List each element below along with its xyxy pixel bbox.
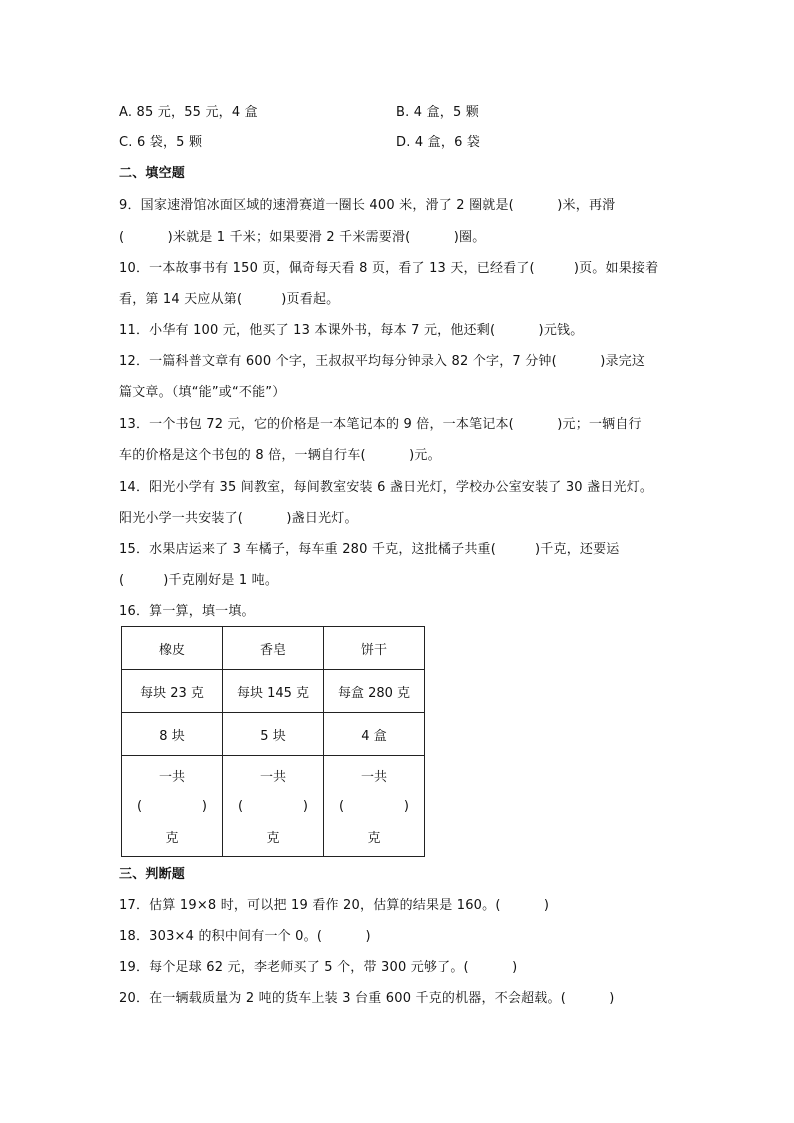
total-label: 一共 <box>360 770 387 785</box>
table-cell-total <box>122 756 223 857</box>
paren-close: ) <box>302 798 308 814</box>
table-cell-total <box>223 756 324 857</box>
question-15-line-1: 15．水果店运来了 3 车橘子，每车重 280 千克，这批橘子共重( )千克，还要运 <box>119 542 620 557</box>
question-13-line-2: 车的价格是这个书包的 8 倍，一辆自行车( )元。 <box>119 448 441 463</box>
question-10-line-2: 看，第 14 天应从第( )页看起。 <box>119 292 340 307</box>
table-cell-quantity: 8 块 <box>122 713 223 756</box>
answer-blank[interactable] <box>339 799 409 814</box>
question-11: 11．小华有 100 元，他买了 13 本课外书，每本 7 元，他还剩( )元钱。 <box>119 323 584 338</box>
choice-d: D. 4 盒，6 袋 <box>396 135 481 150</box>
table-cell-unit-weight: 每块 145 克 <box>223 670 324 713</box>
table-cell-quantity: 4 盒 <box>324 713 425 756</box>
choice-a: A. 85 元，55 元，4 盒 <box>119 105 258 120</box>
paren-open: ( <box>137 798 143 814</box>
choice-c: C. 6 袋，5 颗 <box>119 135 203 150</box>
unit-label: 克 <box>367 831 381 846</box>
question-13-line-1: 13．一个书包 72 元，它的价格是一本笔记本的 9 倍，一本笔记本( )元；一辆自行 <box>119 417 642 432</box>
table-cell-quantity: 5 块 <box>223 713 324 756</box>
question-9-line-1: 9．国家速滑馆冰面区域的速滑赛道一圈长 400 米，滑了 2 圈就是( )米，再滑 <box>119 198 616 213</box>
weight-table <box>121 626 425 857</box>
choice-b: B. 4 盒，5 颗 <box>396 105 479 120</box>
table-header-biscuit: 饼干 <box>324 627 425 670</box>
question-14-line-2: 阳光小学一共安装了( )盏日光灯。 <box>119 511 358 526</box>
question-19: 19．每个足球 62 元，李老师买了 5 个，带 300 元够了。( ) <box>119 960 518 975</box>
total-label: 一共 <box>158 770 185 785</box>
question-17: 17．估算 19×8 时，可以把 19 看作 20，估算的结果是 160。( ) <box>119 898 550 913</box>
answer-blank[interactable] <box>137 799 207 814</box>
table-cell-unit-weight: 每块 23 克 <box>122 670 223 713</box>
question-9-line-2: ( )米就是 1 千米；如果要滑 2 千米需要滑( )圈。 <box>119 230 486 245</box>
paren-open: ( <box>339 798 345 814</box>
table-header-eraser: 橡皮 <box>122 627 223 670</box>
section-heading-fill: 二、填空题 <box>119 166 186 181</box>
question-10-line-1: 10．一本故事书有 150 页，佩奇每天看 8 页，看了 13 天，已经看了( )页。如果接着 <box>119 261 659 276</box>
question-18: 18．303×4 的积中间有一个 0。( ) <box>119 929 371 944</box>
paren-close: ) <box>201 798 207 814</box>
question-15-line-2: ( )千克刚好是 1 吨。 <box>119 573 279 588</box>
answer-blank[interactable] <box>238 799 308 814</box>
paren-close: ) <box>403 798 409 814</box>
unit-label: 克 <box>165 831 179 846</box>
total-label: 一共 <box>259 770 286 785</box>
question-12-line-2: 篇文章。（填“能”或“不能”） <box>119 385 286 400</box>
question-14-line-1: 14．阳光小学有 35 间教室，每间教室安装 6 盏日光灯，学校办公室安装了 30 盏日光灯。 <box>119 480 654 495</box>
unit-label: 克 <box>266 831 280 846</box>
question-16: 16．算一算，填一填。 <box>119 604 255 619</box>
table-header-soap: 香皂 <box>223 627 324 670</box>
question-20: 20．在一辆载质量为 2 吨的货车上装 3 台重 600 千克的机器，不会超载。( ) <box>119 991 615 1006</box>
paren-open: ( <box>238 798 244 814</box>
section-heading-judge: 三、判断题 <box>119 867 186 882</box>
table-cell-unit-weight: 每盒 280 克 <box>324 670 425 713</box>
question-12-line-1: 12．一篇科普文章有 600 个字，王叔叔平均每分钟录入 82 个字，7 分钟( )录完这 <box>119 354 646 369</box>
table-cell-total <box>324 756 425 857</box>
